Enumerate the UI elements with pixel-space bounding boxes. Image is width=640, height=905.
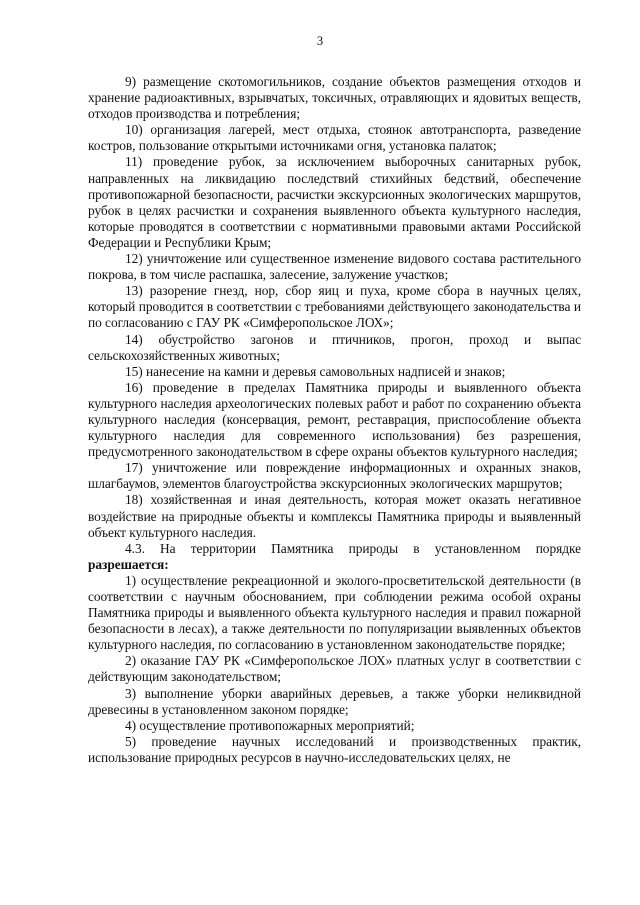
prohibited-item-15: 15) нанесение на камни и деревья самовольных надписей и знаков; [125, 363, 506, 379]
prohibited-item-9: 9) размещение скотомогильников, создание объектов размещения отходов и хранение радиоактивных, взрывчатых, токсичных, отравляющих и ядовитых веществ, отходов производства и потребления; [88, 74, 581, 122]
prohibited-item-13: 13) разорение гнезд, нор, сбор яиц и пуха, кроме сбора в научных целях, который проводится в соответствии с требованиями действующего законодательства и по согласованию с ГАУ РК «Симферопольское ЛОХ»; [88, 283, 581, 331]
prohibited-item-16: 16) проведение в пределах Памятника природы и выявленного объекта культурного наследия археологических полевых работ и работ по сохранению объекта культурного наследия (консервация, ремонт, реставрация, приспособление объекта культурного наследия для современного использования) без разрешения, предусмотренного законодательством в сфере охраны объектов культурного наследия; [88, 379, 581, 460]
allowed-item-2: 2) оказание ГАУ РК «Симферопольское ЛОХ» платных услуг в соответствии с действующим законодательством; [88, 653, 581, 685]
allowed-item-5: 5) проведение научных исследований и производственных практик, использование природных ресурсов в научно-исследовательских целях, не [88, 733, 581, 765]
allowed-item-1: 1) осуществление рекреационной и эколого-просветительской деятельности (в соответствии с научным обоснованием, при соблюдении режима особой охраны Памятника природы и выявленного объекта культурного наследия и правил пожарной безопасности в лесах), а также деятельности по популяризации выявленных объектов культурного наследия, по согласованию в установленном законодательстве порядке; [88, 572, 581, 653]
document-body [88, 74, 581, 766]
prohibited-item-14: 14) обустройство загонов и птичников, прогон, проход и выпас сельскохозяйственных животных; [88, 331, 581, 363]
prohibited-item-17: 17) уничтожение или повреждение информационных и охранных знаков, шлагбаумов, элементов благоустройства экскурсионных экологических маршрутов; [88, 460, 581, 492]
allowed-item-4: 4) осуществление противопожарных мероприятий; [125, 717, 415, 733]
allowed-item-3: 3) выполнение уборки аварийных деревьев, а также уборки неликвидной древесины в установленном законом порядке; [88, 685, 581, 717]
prohibited-item-12: 12) уничтожение или существенное изменение видового состава растительного покрова, в том числе распашка, залесение, залужение участков; [88, 251, 581, 283]
prohibited-item-10: 10) организация лагерей, мест отдыха, стоянок автотранспорта, разведение костров, пользование открытыми источниками огня, установка палаток; [88, 122, 581, 154]
prohibited-item-11: 11) проведение рубок, за исключением выборочных санитарных рубок, направленных на ликвидацию последствий стихийных бедствий, обеспечение противопожарной безопасности, расчистки экскурсионных экологических маршрутов, рубок в целях расчистки и сохранения выявленного объекта культурного наследия, которые проводятся в соответствии с нормативными правовыми актами Российской Федерации и Республики Крым; [88, 154, 581, 250]
page-number: 3 [316, 34, 324, 48]
section-4-3-heading [88, 541, 581, 573]
section-4-3-allowed-label: разрешается: [88, 556, 169, 572]
section-4-3-intro: 4.3. На территории Памятника природы в установленном порядке [125, 540, 581, 556]
prohibited-item-18: 18) хозяйственная и иная деятельность, которая может оказать негативное воздействие на природные объекты и комплексы Памятника природы и выявленный объект культурного наследия. [88, 492, 581, 540]
